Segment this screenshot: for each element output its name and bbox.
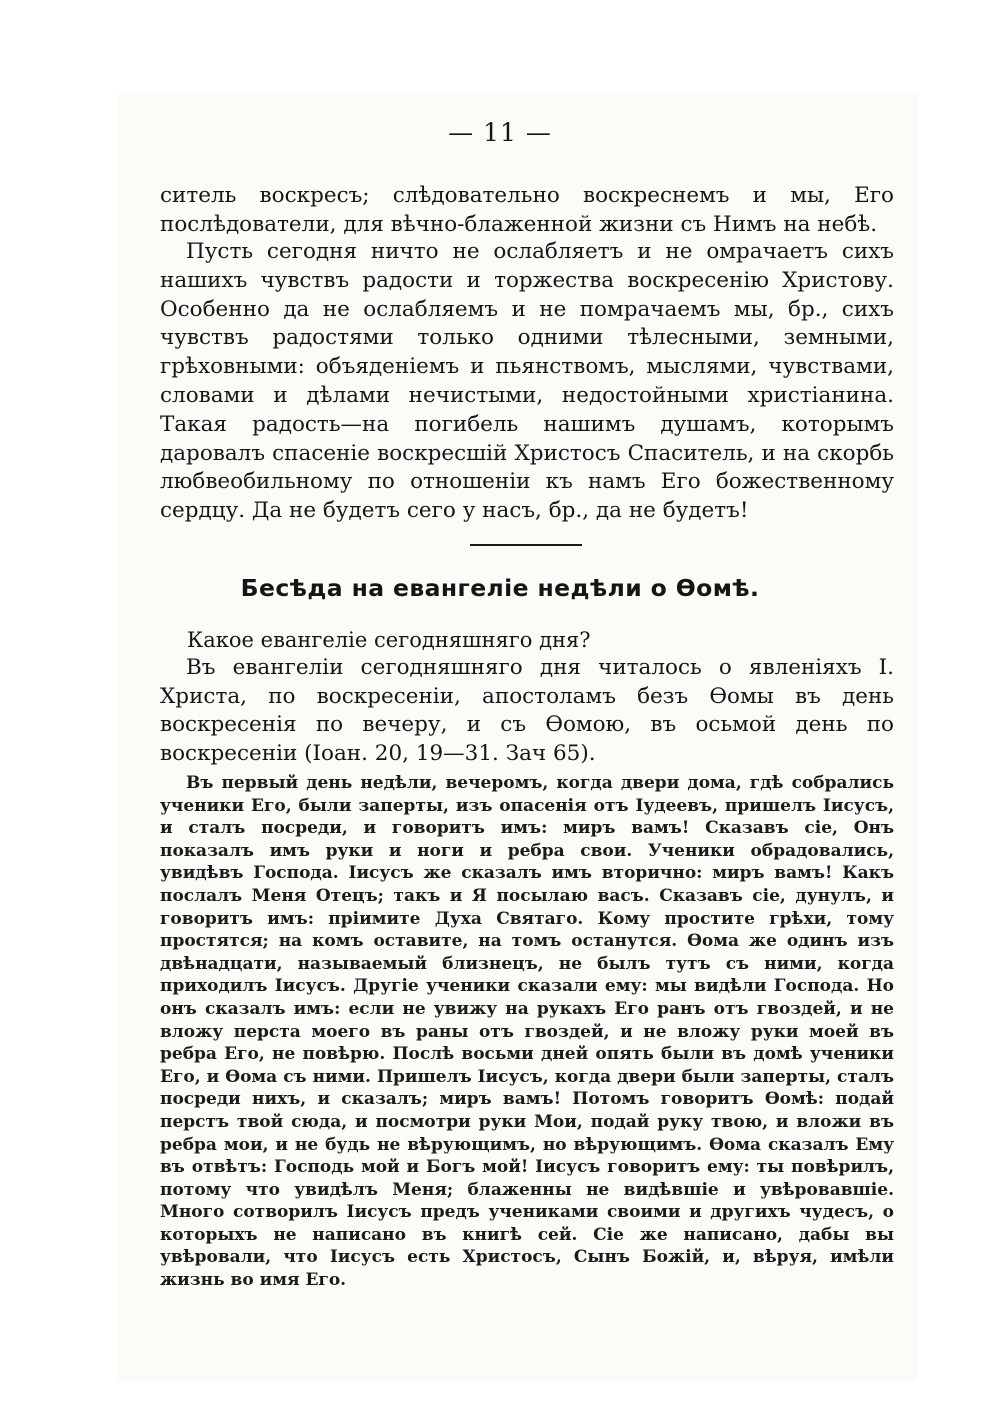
paragraph-exhortation: Пусть сегодня ничто не ослабляетъ и не омрачаетъ сихъ нашихъ чувствъ радости и торжества воскресенію Христову. Особенно да не ослабляемъ и не помрачаемъ мы, бр., сихъ чувствъ радостями только одними тѣлесными, земными, грѣховными: объяденіемъ и пьянствомъ, мыслями, чувствами, словами и дѣлами нечистыми, недостойными христіанина. Такая радость—на погибель нашимъ душамъ, которымъ даровалъ спасеніе воскресшій Христосъ Спаситель, и на скорбь любвеобильному по отношеніи къ намъ Его божественному сердцу. Да не будетъ сего у насъ, бр., да не будетъ!: [160, 239, 894, 524]
question-line: Какое евангеліе сегодняшняго дня?: [187, 628, 591, 652]
page-number: — 11 —: [448, 118, 552, 147]
section-heading: Бесѣда на евангеліе недѣли о Ѳомѣ.: [240, 574, 760, 602]
section-divider: [470, 544, 582, 546]
paragraph-answer: Въ евангеліи сегодняшняго дня читалось о явленіяхъ І. Христа, по воскресеніи, апостоламъ безъ Ѳомы въ день воскресенія по вечеру, и съ Ѳомою, въ осьмой день по воскресеніи (Іоан. 20, 19—31. Зач 65).: [160, 655, 894, 766]
gospel-quotation: Въ первый день недѣли, вечеромъ, когда двери дома, гдѣ собрались ученики Его, были заперты, изъ опасенія отъ Іудеевъ, пришелъ Іисусъ, и сталъ посреди, и говоритъ имъ: миръ вамъ! Сказавъ сіе, Онъ показалъ имъ руки и ноги и ребра свои. Ученики обрадовались, увидѣвъ Господа. Іисусъ же сказалъ имъ вторично: миръ вамъ! Какъ послалъ Меня Отецъ; такъ и Я посылаю васъ. Сказавъ сіе, дунулъ, и говоритъ имъ: пріимите Духа Святаго. Кому простите грѣхи, тому простятся; на комъ оставите, на томъ останутся. Ѳома же одинъ изъ двѣнадцати, называемый близнецъ, не былъ тутъ съ ними, когда приходилъ Іисусъ. Другіе ученики сказали ему: мы видѣли Господа. Но онъ сказалъ имъ: если не увижу на рукахъ Его ранъ отъ гвоздей, и не вложу перста моего въ раны отъ гвоздей, и не вложу руки моей въ ребра Его, не повѣрю. Послѣ восьми дней опять были въ домѣ ученики Его, и Ѳома съ ними. Пришелъ Іисусъ, когда двери были заперты, сталъ посреди нихъ, и сказалъ; миръ вамъ! Потомъ говоритъ Ѳомѣ: подай перстъ твой сюда, и посмотри руки Мои, подай руку твою, и вложи въ ребра мои, и не будь не вѣрующимъ, но вѣрующимъ. Ѳома сказалъ Ему въ отвѣтъ: Господь мой и Богъ мой! Іисусъ говоритъ ему: ты повѣрилъ, потому что увидѣлъ Меня; блаженны не видѣвшіе и увѣровавшіе. Много сотворилъ Іисусъ предъ учениками своими и другихъ чудесъ, о которыхъ не написано въ книгѣ сей. Сіе же написано, дабы вы увѣровали, что Іисусъ есть Христосъ, Сынъ Божій, и, вѣруя, имѣли жизнь во имя Его.: [160, 773, 894, 1291]
paragraph-continuation: ситель воскресъ; слѣдовательно воскреснемъ и мы, Его послѣдователи, для вѣчно-блаженной жизни съ Нимъ на небѣ.: [160, 183, 894, 237]
